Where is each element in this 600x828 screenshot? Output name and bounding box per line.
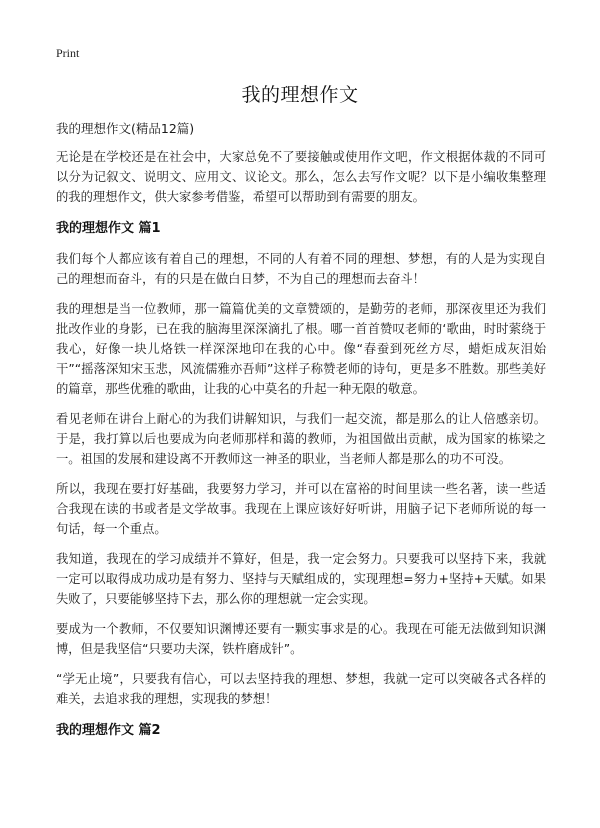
document-subtitle: 我的理想作文(精品12篇): [56, 121, 195, 136]
print-link[interactable]: Print: [56, 46, 80, 60]
document-body: [56, 120, 546, 751]
document-title: 我的理想作文: [241, 84, 359, 106]
paragraph: 要成为一个教师，不仅要知识渊博还要有一颗实事求是的心。我现在可能无法做到知识渊博，但是我坚信“只要功夫深，铁杵磨成针”。: [56, 622, 546, 656]
paragraph: “学无止境”，只要我有信心，可以去坚持我的理想、梦想，我就一定可以突破各式各样的难关，去追求我的理想，实现我的梦想！: [56, 672, 546, 706]
paragraph: 我的理想是当一位教师，那一篇篇优美的文章赞颂的，是勤劳的老师，那深夜里还为我们批改作业的身影，已在我的脑海里深深滴扎了根。哪一首首赞叹老师的‘歌曲，时时萦绕于我心，好像一块儿烙铁一样深深地印在我的心中。像“春蚕到死丝方尽，蜡炬成灰泪始干”“摇落深知宋玉悲，风流儒雅亦吾师”这样子称赞老师的诗句，更是多不胜数。那些美好的篇章，那些优雅的歌曲，让我的心中莫名的升起一种无限的敬意。: [56, 302, 546, 396]
paragraph: 看见老师在讲台上耐心的为我们讲解知识，与我们一起交流，都是那么的让人倍感亲切。于是，我打算以后也要成为向老师那样和蔼的教师，为祖国做出贡献，成为国家的栋梁之一。祖国的发展和建设离不开教师这一神圣的职业，当老师人都是那么的功不可没。: [56, 412, 546, 466]
section-heading-1: 我的理想作文 篇1: [56, 221, 161, 236]
intro-paragraph: 无论是在学校还是在社会中，大家总免不了要接触或使用作文吧，作文根据体裁的不同可以分为记叙文、说明文、应用文、议论文。那么，怎么去写作文呢？以下是小编收集整理的我的理想作文，供大家参考借鉴，希望可以帮助到有需要的朋友。: [56, 150, 546, 204]
paragraph: 所以，我现在要打好基础，我要努力学习，并可以在富裕的时间里读一些名著，读一些适合我现在读的书或者是文学故事。我现在上课应该好好听讲，用脑子记下老师所说的每一句话，每一个重点。: [56, 482, 546, 536]
paragraph: 我们每个人都应该有着自己的理想，不同的人有着不同的理想、梦想，有的人是为实现自己的理想而奋斗，有的只是在做白日梦，不为自己的理想而去奋斗！: [56, 252, 546, 286]
paragraph: 我知道，我现在的学习成绩并不算好，但是，我一定会努力。只要我可以坚持下来，我就一定可以取得成功成功是有努力、坚持与天赋组成的，实现理想=努力+坚持+天赋。如果失败了，只要能够坚持下去，那么你的理想就一定会实现。: [56, 552, 546, 606]
section-heading-2: 我的理想作文 篇2: [56, 723, 161, 738]
